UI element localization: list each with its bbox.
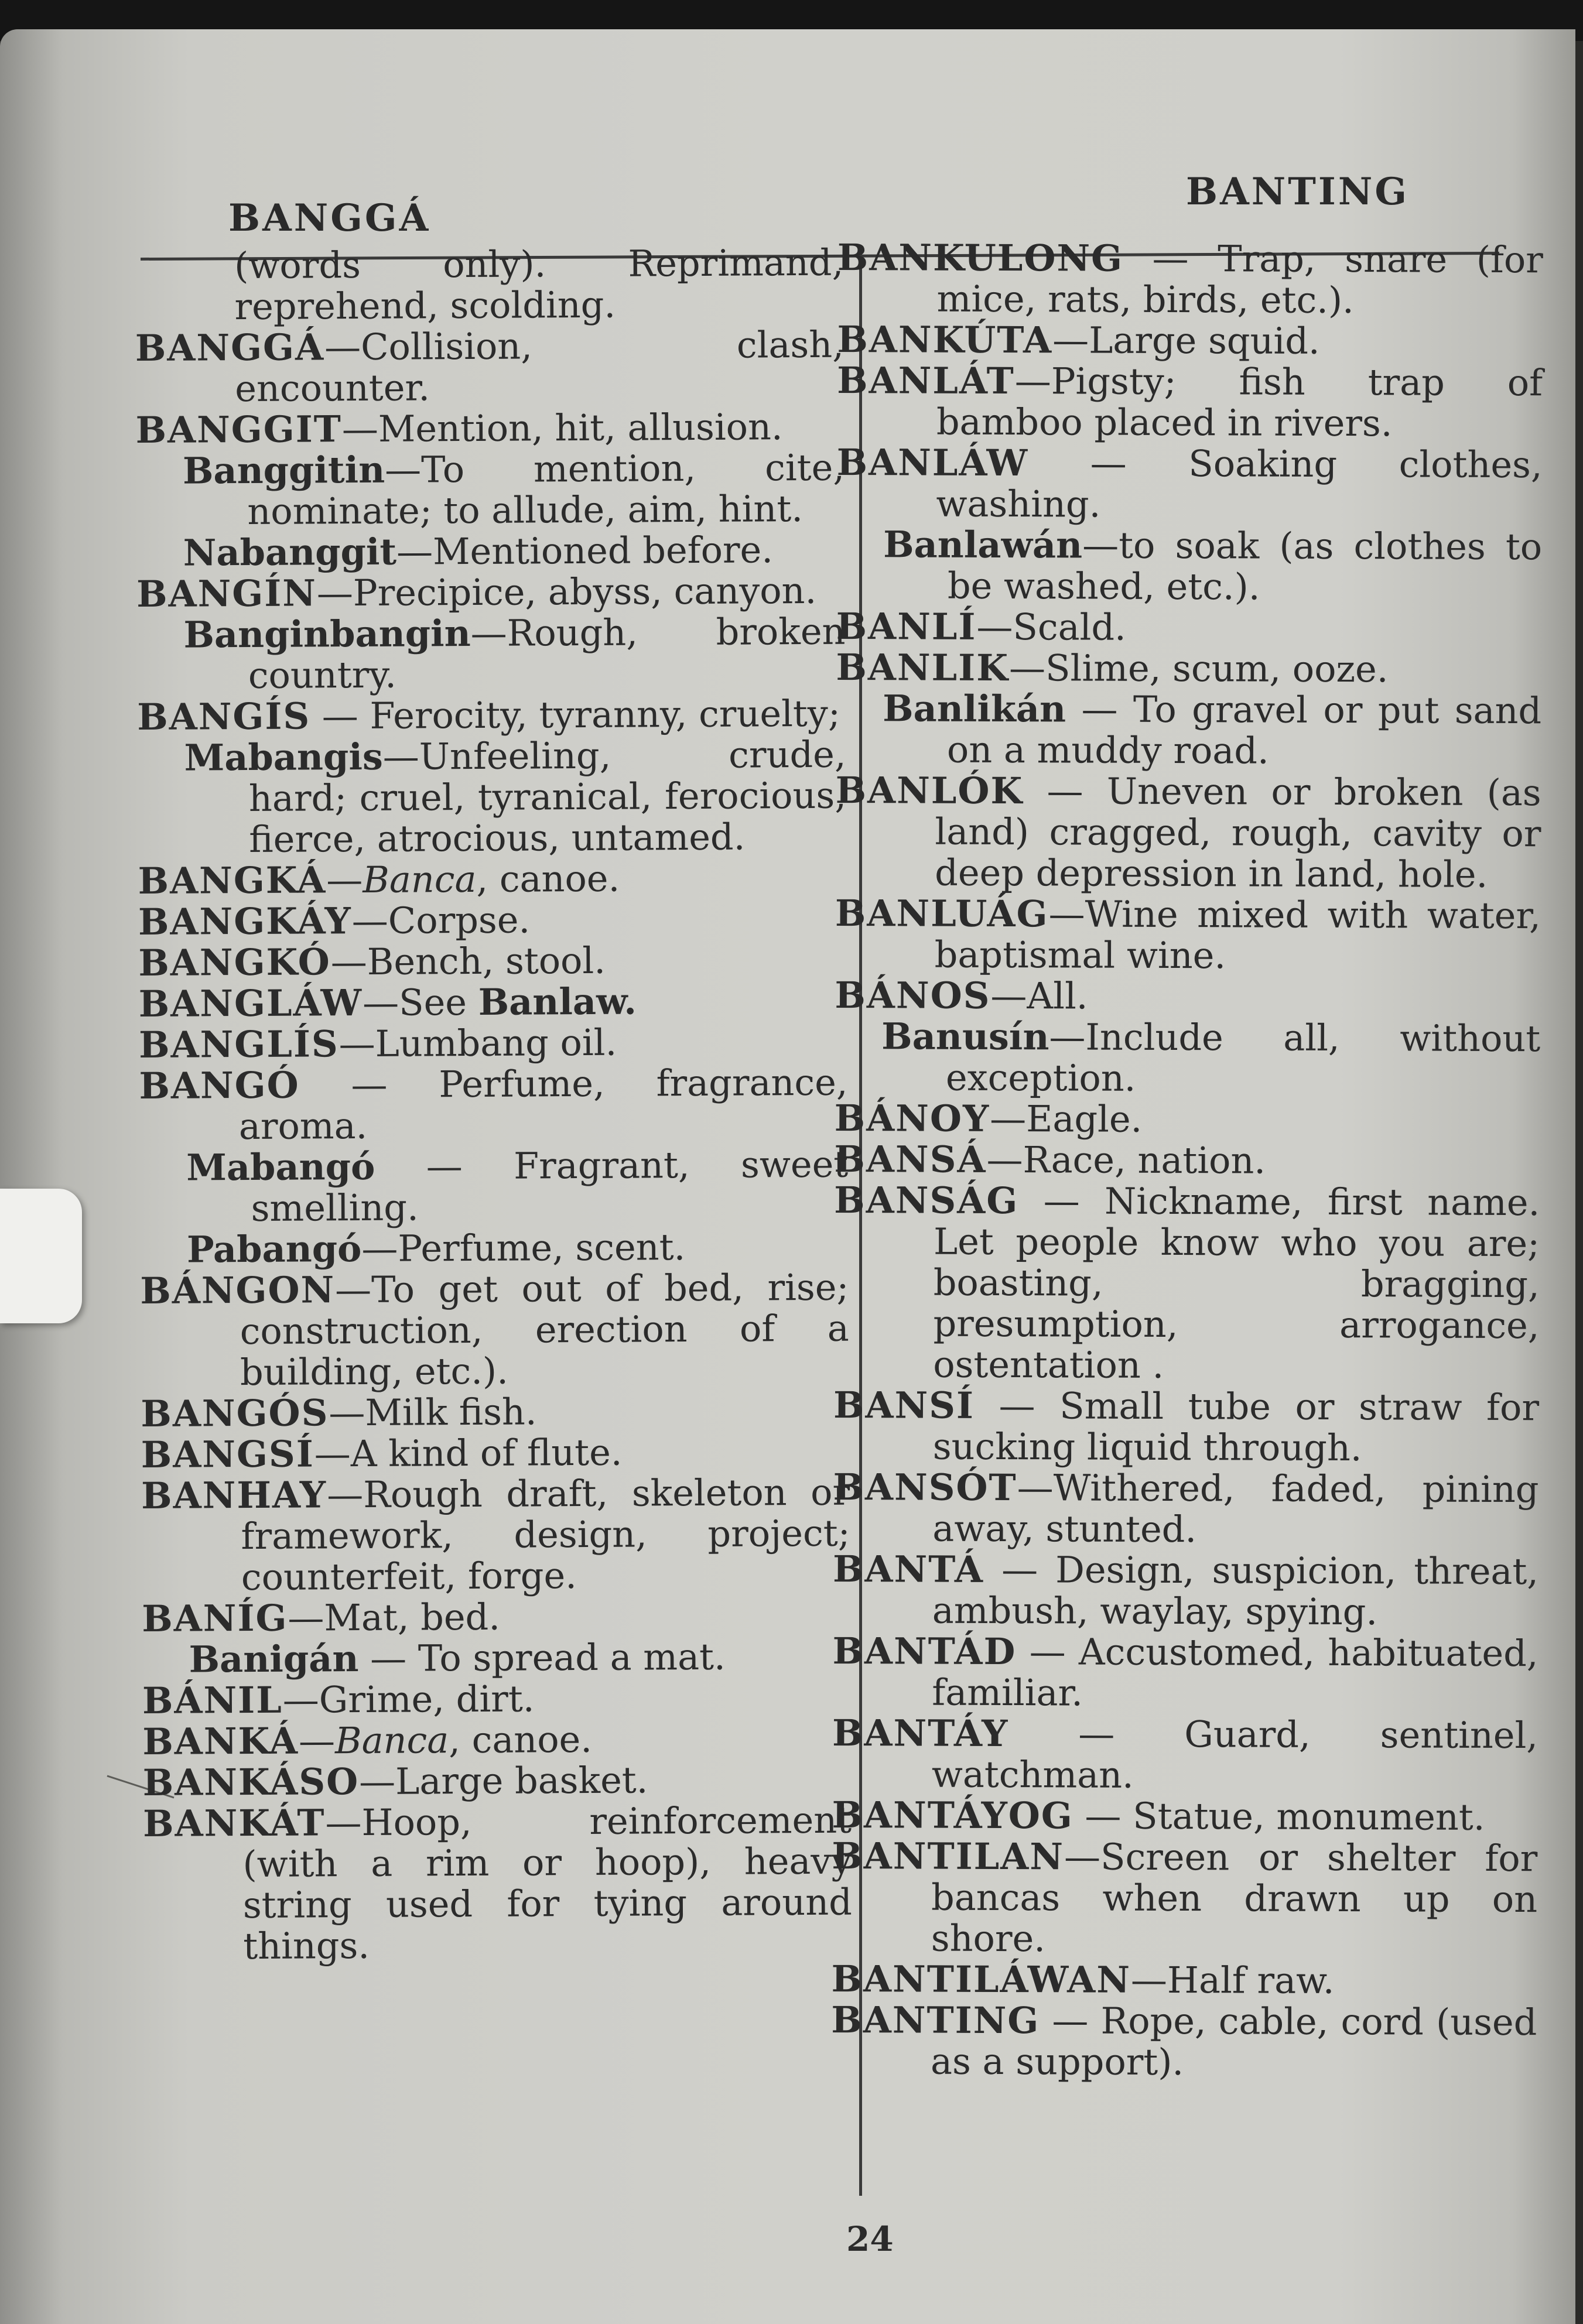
headword: BANLIK xyxy=(836,645,1010,690)
definition: (words only). Reprimand, reprehend, scolding. xyxy=(234,241,844,328)
headword: BANTING xyxy=(831,1998,1040,2042)
headword: BANGGÁ xyxy=(135,326,325,369)
headword: BANGSÍ xyxy=(141,1432,314,1476)
definition: —Wine mixed with water, baptismal wine. xyxy=(934,892,1541,977)
headword: BANLÍ xyxy=(836,604,977,648)
headword: BANGLÁW xyxy=(138,981,363,1025)
dictionary-entry xyxy=(832,1795,1537,1838)
dictionary-entry xyxy=(139,1021,847,1066)
definition: —Screen or shelter for bancas when drawn up on shore. xyxy=(931,1835,1538,1960)
headword: BANLUÁG xyxy=(835,891,1049,936)
headword: BANTÁY xyxy=(832,1711,1009,1755)
running-head-left: BANGGÁ xyxy=(228,196,431,240)
definition: —to soak (as clothes to be washed, etc.). xyxy=(947,523,1543,608)
dictionary-entry xyxy=(835,1016,1540,1100)
dictionary-entry xyxy=(835,770,1541,895)
definition: —Unfeeling, crude, hard; cruel, tyranical, ferocious, fierce, atrocious, untamed. xyxy=(248,733,847,861)
definition: —Large squid. xyxy=(1052,319,1320,362)
definition: — Statue, monument. xyxy=(1073,1794,1485,1839)
definition: —Eagle. xyxy=(990,1097,1143,1141)
dictionary-entry xyxy=(139,1144,849,1230)
subentry-word: Mabangis xyxy=(184,735,383,779)
headword: BANGÍS xyxy=(137,694,311,738)
definition: , canoe. xyxy=(449,1717,593,1762)
dictionary-entry xyxy=(142,1677,851,1721)
headword: BANGKÁY xyxy=(138,899,353,943)
subentry-word: Banginbangin xyxy=(183,612,471,656)
dictionary-entry xyxy=(833,1180,1540,1387)
definition: —Race, nation. xyxy=(986,1138,1266,1182)
left-column xyxy=(135,242,852,1967)
subentry-word: Banusín xyxy=(881,1015,1049,1059)
dictionary-entry xyxy=(141,1431,850,1476)
definition: —Rough, broken country. xyxy=(248,610,846,697)
definition: —Grime, dirt. xyxy=(282,1677,535,1721)
dictionary-entry xyxy=(137,734,846,861)
subentry-word: Nabanggit xyxy=(183,530,397,574)
dictionary-entry xyxy=(836,524,1542,608)
definition: —Include all, without exception. xyxy=(945,1015,1541,1100)
dictionary-entry xyxy=(139,1062,848,1148)
definition: —Slime, scum, ooze. xyxy=(1008,646,1389,691)
dictionary-entry xyxy=(833,1467,1538,1551)
cross-reference: Banlaw. xyxy=(478,980,637,1024)
definition: — To gravel or put sand on a muddy road. xyxy=(946,687,1542,772)
definition: —Withered, faded, pining away, stunted. xyxy=(932,1466,1539,1551)
headword: BANLÓK xyxy=(835,768,1024,813)
dictionary-entry xyxy=(836,442,1542,526)
dictionary-entry xyxy=(833,1385,1539,1469)
dictionary-entry xyxy=(837,319,1543,362)
dictionary-entry xyxy=(136,529,845,574)
headword: BANGÍN xyxy=(136,571,317,615)
running-head-right: BANTING xyxy=(1186,170,1409,214)
definition: —Rough draft, skeleton or framework, design, project; counterfeit, forge. xyxy=(241,1470,850,1599)
dictionary-entry xyxy=(142,1636,850,1680)
dictionary-entry xyxy=(143,1759,852,1803)
dictionary-entry xyxy=(135,406,844,451)
definition: — Ferocity, tyranny, cruelty; xyxy=(310,692,840,738)
definition: —Collision, clash, encounter. xyxy=(235,323,845,410)
dictionary-entry xyxy=(137,693,846,738)
subentry-word: Banggitin xyxy=(182,448,385,492)
definition: — Guard, sentinel, watchman. xyxy=(931,1712,1538,1796)
definition: — To spread a mat. xyxy=(358,1635,726,1680)
dictionary-entry xyxy=(136,611,846,697)
headword: BANKULONG xyxy=(837,236,1124,280)
page-tab-marker xyxy=(0,1189,82,1323)
definition: — Design, suspicion, threat, ambush, waylay, spying. xyxy=(932,1548,1539,1634)
definition: — Soaking clothes, washing. xyxy=(936,441,1543,526)
dictionary-entry xyxy=(141,1472,850,1599)
headword: BANGLÍS xyxy=(138,1022,339,1066)
dictionary-entry xyxy=(832,1836,1538,1961)
definition: —Mentioned before. xyxy=(396,528,774,573)
headword: BANKÁT xyxy=(142,1801,326,1845)
definition: — Rope, cable, cord (used as a support). xyxy=(930,1999,1537,2084)
definition: — Uneven or broken (as land) cragged, rough, cavity or deep depression in land, hole. xyxy=(935,769,1541,896)
headword: BANGKÁ xyxy=(138,858,327,902)
definition: — Accustomed, habituated, familiar. xyxy=(932,1630,1538,1714)
dictionary-entry xyxy=(835,893,1541,977)
page-number: 24 xyxy=(846,2219,894,2259)
headword: BANGKÓ xyxy=(138,940,331,984)
dictionary-entry xyxy=(833,1549,1538,1633)
dictionary-entry xyxy=(836,606,1542,649)
definition: — Fragrant, sweet smelling. xyxy=(251,1142,849,1230)
definition: — Nickname, first name. Let people know who you are; boasting, bragging, presumption, arrogance, ostentation . xyxy=(933,1179,1540,1387)
dictionary-entry: BANKÁ—Banca, canoe. xyxy=(142,1717,593,1763)
dictionary-entry xyxy=(142,1595,850,1640)
headword: BANÍG xyxy=(142,1596,288,1640)
italic-term: Banca xyxy=(334,1719,449,1762)
italic-term: Banca xyxy=(363,857,477,901)
definition: —To mention, cite, nominate; to allude, aim, hint. xyxy=(247,446,845,533)
dictionary-entry xyxy=(136,570,845,615)
headword: BANHAY xyxy=(141,1473,327,1517)
dictionary-entry xyxy=(832,1631,1538,1715)
headword: BANTÁ xyxy=(832,1547,984,1591)
definition: , canoe. xyxy=(476,857,620,901)
definition: —Scald. xyxy=(976,605,1126,649)
dictionary-entry xyxy=(835,975,1540,1018)
headword: BANLÁT xyxy=(837,358,1015,403)
headword: BANTÁYOG xyxy=(832,1793,1073,1837)
headword: BÁNIL xyxy=(142,1678,283,1722)
definition: —Corpse. xyxy=(351,898,531,943)
headword: BANTILÁWAN xyxy=(831,1957,1131,2001)
right-column xyxy=(831,237,1543,2084)
subentry-word: Mabangó xyxy=(186,1145,375,1189)
dictionary-entry xyxy=(837,360,1543,444)
headword: BÁNOS xyxy=(835,973,991,1017)
headword: BANLÁW xyxy=(836,440,1029,485)
headword: BANSÓT xyxy=(833,1465,1017,1510)
headword: BANSÍ xyxy=(833,1383,975,1427)
dictionary-entry xyxy=(135,242,844,328)
headword: BANGGIT xyxy=(135,408,343,451)
subentry-word: Banigán xyxy=(189,1637,359,1681)
headword: BANTÁD xyxy=(832,1629,1017,1673)
definition: —See xyxy=(362,980,478,1024)
definition: —Half raw. xyxy=(1130,1958,1335,2002)
definition: —Bench, stool. xyxy=(330,939,606,984)
dictionary-entry xyxy=(138,939,847,984)
dictionary-entry xyxy=(836,688,1541,772)
dictionary-entry: BANGKÁ—Banca, canoe. xyxy=(138,857,620,902)
definition: —Perfume, scent. xyxy=(361,1226,686,1270)
headword: BANKÚTA xyxy=(837,317,1053,362)
definition: —All. xyxy=(990,974,1088,1018)
dictionary-entry xyxy=(835,1098,1540,1141)
definition: — Perfume, fragrance, aroma. xyxy=(238,1060,848,1148)
definition: —Lumbang oil. xyxy=(339,1021,617,1066)
definition: —A kind of flute. xyxy=(314,1430,623,1476)
definition: — Trap, snare (for mice, rats, birds, etc.). xyxy=(936,237,1543,322)
definition: —To get out of bed, rise; construction, erection of a building, etc.). xyxy=(240,1265,849,1394)
headword: BANTILAN xyxy=(832,1834,1065,1878)
headword: BÁNGON xyxy=(140,1268,336,1312)
headword: BANKÁSO xyxy=(142,1760,360,1804)
dictionary-entry xyxy=(139,980,847,1025)
dictionary-entry xyxy=(140,1226,849,1271)
definition: —Mat, bed. xyxy=(288,1595,501,1640)
dictionary-entry xyxy=(831,1959,1537,2002)
dictionary-entry xyxy=(143,1800,852,1967)
headword: BANKÁ xyxy=(142,1719,299,1763)
dictionary-entry xyxy=(140,1267,849,1394)
headword: BANSÁG xyxy=(834,1178,1019,1223)
headword: BANGÓ xyxy=(139,1063,300,1107)
subentry-word: Pabangó xyxy=(186,1227,362,1271)
subentry-word: Banlawán xyxy=(883,523,1083,567)
dictionary-entry xyxy=(834,1139,1540,1182)
dictionary-entry xyxy=(837,237,1543,321)
dictionary-entry xyxy=(832,1713,1538,1797)
dictionary-entry xyxy=(831,2000,1537,2084)
headword: BANSÁ xyxy=(834,1137,987,1181)
definition: —Pigsty; fish trap of bamboo placed in rivers. xyxy=(936,360,1543,445)
headword: BANGÓS xyxy=(141,1391,329,1435)
definition: —Hoop, reinforcement (with a rim or hoop), heavy string used for tying around things. xyxy=(242,1798,853,1968)
dictionary-entry xyxy=(135,324,845,410)
dictionary-entry xyxy=(836,647,1541,690)
definition: —Large basket. xyxy=(358,1758,648,1803)
definition: — Small tube or straw for sucking liquid through. xyxy=(932,1384,1540,1470)
definition: —Milk fish. xyxy=(329,1390,537,1435)
subentry-word: Banlikán xyxy=(883,687,1066,731)
dictionary-entry xyxy=(136,447,845,533)
definition: —Mention, hit, allusion. xyxy=(341,405,783,451)
dictionary-entry xyxy=(141,1390,849,1435)
dictionary-entry xyxy=(138,898,847,943)
definition: —Precipice, abyss, canyon. xyxy=(316,569,817,615)
headword: BÁNOY xyxy=(834,1096,990,1140)
